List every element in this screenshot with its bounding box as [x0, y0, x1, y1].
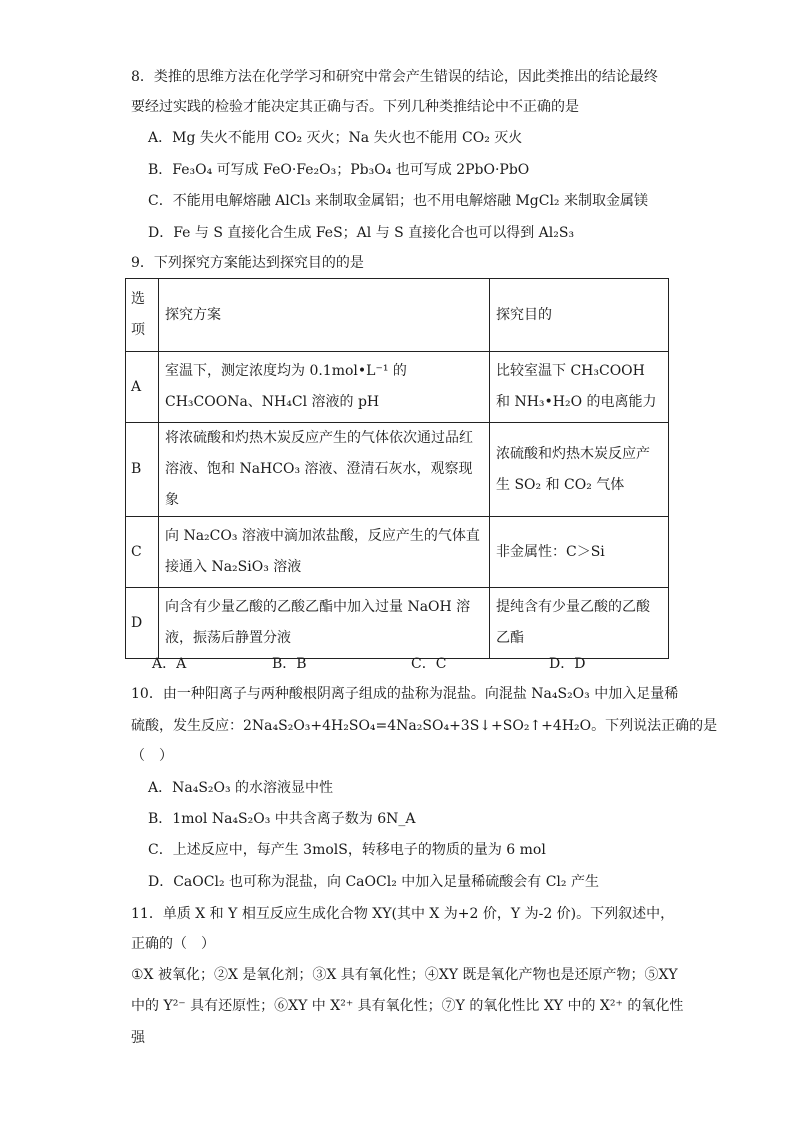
q9-answer-c: C．C	[411, 656, 447, 672]
q9-answer-d: D．D	[549, 656, 586, 672]
table-row	[126, 352, 669, 423]
row-goal: 比较室温下 CH₃COOH 和 NH₃•H₂O 的电离能力	[490, 352, 669, 423]
table-header-row	[126, 279, 669, 352]
q8-option-c: C．不能用电解熔融 AlCl₃ 来制取金属铝；也不用电解熔融 MgCl₂ 来制取金属镁	[148, 193, 648, 209]
header-plan: 探究方案	[159, 279, 490, 352]
row-plan: 向含有少量乙酸的乙酸乙酯中加入过量 NaOH 溶液，振荡后静置分液	[159, 588, 490, 659]
q10-option-d: D．CaOCl₂ 也可称为混盐，向 CaOCl₂ 中加入足量稀硫酸会有 Cl₂ 产生	[148, 874, 599, 890]
table-row	[126, 423, 669, 517]
header-goal: 探究目的	[490, 279, 669, 352]
q11-statements-line1: ①X 被氧化；②X 是氧化剂；③X 具有氧化性；④XY 既是氧化产物也是还原产物；⑤XY	[131, 967, 678, 983]
q10-stem-line3: （ ）	[131, 748, 173, 764]
row-option: C	[126, 517, 159, 588]
q10-option-a: A．Na₄S₂O₃ 的水溶液显中性	[148, 780, 334, 796]
q8-stem-line1: 8．类推的思维方法在化学学习和研究中常会产生错误的结论，因此类推出的结论最终	[131, 69, 658, 85]
row-option: A	[126, 352, 159, 423]
row-plan: 室温下，测定浓度均为 0.1mol•L⁻¹ 的 CH₃COONa、NH₄Cl 溶液的 pH	[159, 352, 490, 423]
q11-stem-line2: 正确的（ ）	[131, 936, 215, 952]
row-option: B	[126, 423, 159, 517]
row-plan: 将浓硫酸和灼热木炭反应产生的气体依次通过品红溶液、饱和 NaHCO₃ 溶液、澄清石灰水，观察现象	[159, 423, 490, 517]
q10-option-c: C．上述反应中，每产生 3molS，转移电子的物质的量为 6 mol	[148, 842, 546, 858]
row-goal: 浓硫酸和灼热木炭反应产生 SO₂ 和 CO₂ 气体	[490, 423, 669, 517]
q11-statements-line2: 中的 Y²⁻ 具有还原性；⑥XY 中 X²⁺ 具有氧化性；⑦Y 的氧化性比 XY 中的 X²⁺ 的氧化性	[131, 998, 684, 1014]
row-plan: 向 Na₂CO₃ 溶液中滴加浓盐酸，反应产生的气体直接通入 Na₂SiO₃ 溶液	[159, 517, 490, 588]
q9-stem: 9．下列探究方案能达到探究目的的是	[131, 255, 364, 271]
header-option: 选项	[126, 279, 159, 352]
q11-statements-line3: 强	[131, 1030, 145, 1046]
q9-table	[125, 278, 669, 659]
q8-option-b: B．Fe₃O₄ 可写成 FeO·Fe₂O₃；Pb₃O₄ 也可写成 2PbO·PbO	[148, 162, 530, 178]
q10-stem-line1: 10．由一种阳离子与两种酸根阴离子组成的盐称为混盐。向混盐 Na₄S₂O₃ 中加入足量稀	[131, 686, 679, 702]
q9-answer-b: B．B	[272, 656, 307, 672]
q8-option-a: A．Mg 失火不能用 CO₂ 灭火；Na 失火也不能用 CO₂ 灭火	[148, 130, 523, 146]
table-row	[126, 588, 669, 659]
q10-option-b: B．1mol Na₄S₂O₃ 中共含离子数为 6N_A	[148, 811, 416, 827]
q8-option-d: D．Fe 与 S 直接化合生成 FeS；Al 与 S 直接化合也可以得到 Al₂S₃	[148, 225, 575, 241]
row-goal: 提纯含有少量乙酸的乙酸乙酯	[490, 588, 669, 659]
row-option: D	[126, 588, 159, 659]
table-row	[126, 517, 669, 588]
q10-stem-line2: 硫酸，发生反应：2Na₄S₂O₃+4H₂SO₄=4Na₂SO₄+3S↓+SO₂↑+4H₂O。下列说法正确的是	[131, 718, 718, 734]
q8-stem-line2: 要经过实践的检验才能决定其正确与否。下列几种类推结论中不正确的是	[131, 99, 579, 115]
q9-answer-a: A．A	[152, 656, 187, 672]
q11-stem-line1: 11．单质 X 和 Y 相互反应生成化合物 XY(其中 X 为+2 价，Y 为-2 价)。下列叙述中，	[131, 906, 675, 922]
row-goal: 非金属性：C＞Si	[490, 517, 669, 588]
